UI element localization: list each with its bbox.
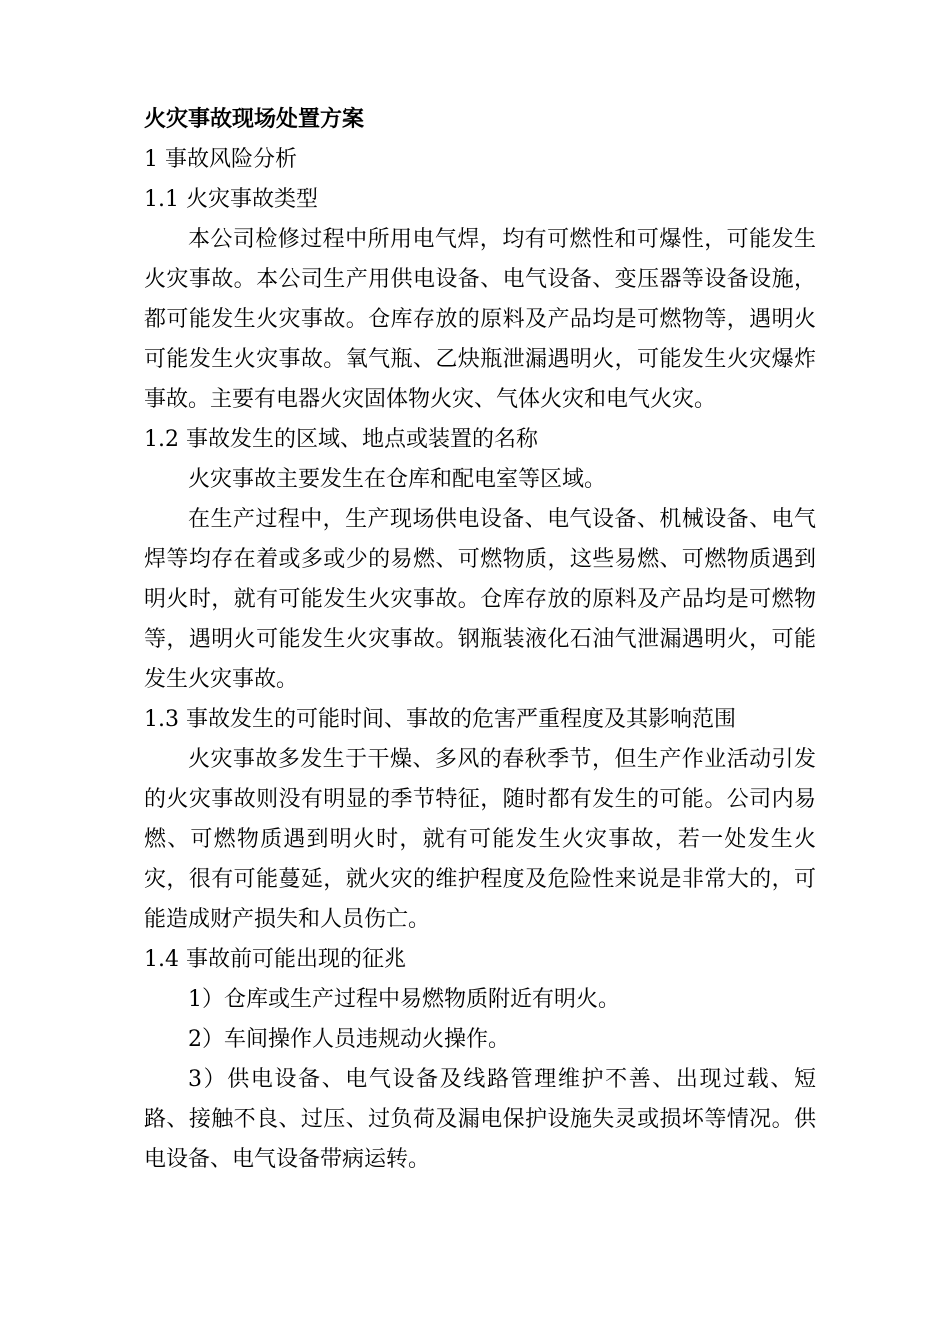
document-title: 火灾事故现场处置方案 — [144, 107, 365, 132]
list-item-sign-3: 3）供电设备、电气设备及线路管理维护不善、出现过载、短路、接触不良、过压、过负荷及漏电保护设施失灵或损坏等情况。供电设备、电气设备带病运转。 — [144, 1067, 816, 1172]
section-heading-1: 1 事故风险分析 — [144, 147, 297, 172]
list-item-sign-2: 2）车间操作人员违规动火操作。 — [188, 1027, 510, 1052]
document-body — [144, 100, 816, 1180]
list-item-sign-1: 1）仓库或生产过程中易燃物质附近有明火。 — [188, 987, 620, 1012]
section-heading-1-3: 1.3 事故发生的可能时间、事故的危害严重程度及其影响范围 — [144, 707, 736, 732]
section-heading-1-4: 1.4 事故前可能出现的征兆 — [144, 947, 406, 972]
paragraph-fire-areas: 火灾事故主要发生在仓库和配电室等区域。 — [188, 467, 607, 492]
paragraph-timing-severity: 火灾事故多发生于干燥、多风的春秋季节，但生产作业活动引发的火灾事故则没有明显的季节特征，随时都有发生的可能。公司内易燃、可燃物质遇到明火时，就有可能发生火灾事故，若一处发生火灾，很有可能蔓延，就火灾的维护程度及危险性来说是非常大的，可能造成财产损失和人员伤亡。 — [144, 747, 816, 932]
section-heading-1-2: 1.2 事故发生的区域、地点或装置的名称 — [144, 427, 538, 452]
paragraph-production-process: 在生产过程中，生产现场供电设备、电气设备、机械设备、电气焊等均存在着或多或少的易燃、可燃物质，这些易燃、可燃物质遇到明火时，就有可能发生火灾事故。仓库存放的原料及产品均是可燃物等，遇明火可能发生火灾事故。钢瓶装液化石油气泄漏遇明火，可能发生火灾事故。 — [144, 507, 816, 692]
section-heading-1-1: 1.1 火灾事故类型 — [144, 187, 318, 212]
paragraph-fire-types: 本公司检修过程中所用电气焊，均有可燃性和可爆性，可能发生火灾事故。本公司生产用供电设备、电气设备、变压器等设备设施，都可能发生火灾事故。仓库存放的原料及产品均是可燃物等，遇明火可能发生火灾事故。氧气瓶、乙炔瓶泄漏遇明火，可能发生火灾爆炸事故。主要有电器火灾固体物火灾、气体火灾和电气火灾。 — [144, 227, 816, 412]
